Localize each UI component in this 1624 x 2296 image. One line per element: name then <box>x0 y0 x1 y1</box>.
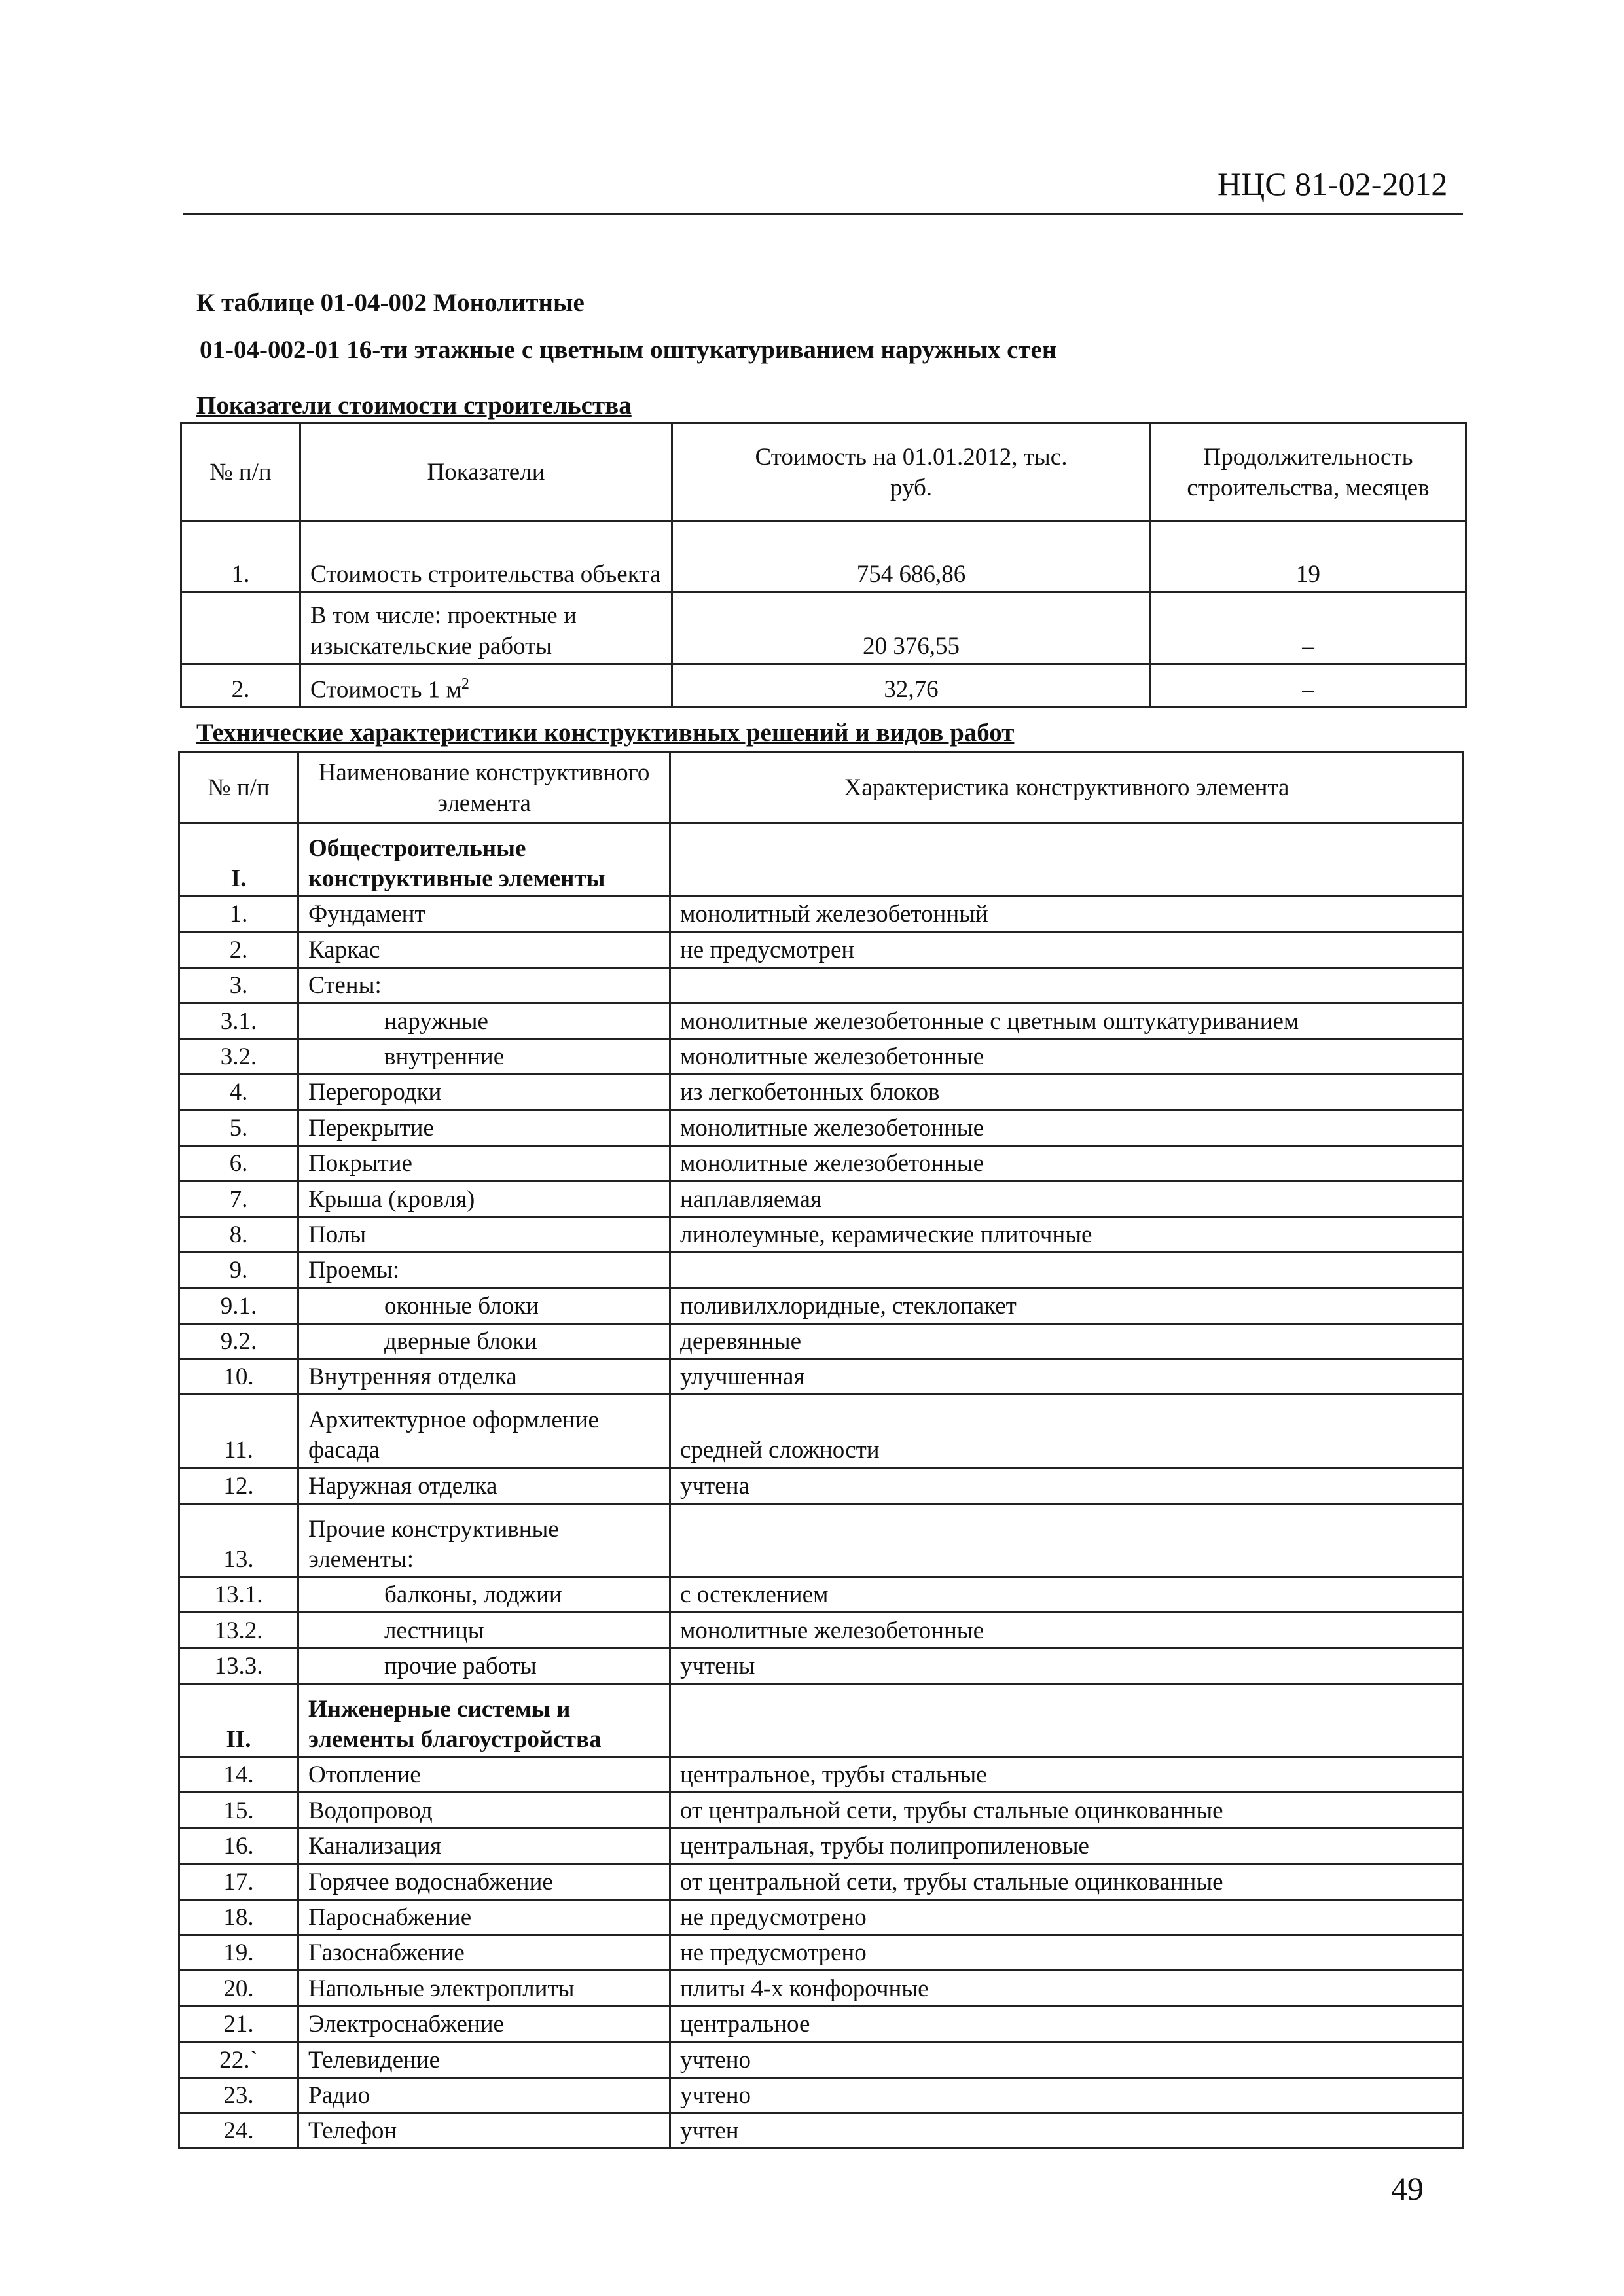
table-row <box>179 1110 1464 1145</box>
cost-row-indicator-text: Стоимость 1 м <box>310 676 461 703</box>
col-header-num: № п/п <box>179 753 298 823</box>
table-row <box>179 1074 1464 1109</box>
row-characteristic: учтено <box>670 2077 1464 2113</box>
row-characteristic: линолеумные, керамические плиточные <box>670 1217 1464 1252</box>
row-num: 9.2. <box>179 1323 298 1359</box>
row-characteristic <box>670 1503 1464 1577</box>
row-element-name: оконные блоки <box>298 1288 670 1323</box>
col-header-characteristic: Характеристика конструктивного элемента <box>670 753 1464 823</box>
row-characteristic: центральное, трубы стальные <box>670 1757 1464 1793</box>
row-characteristic: монолитные железобетонные <box>670 1110 1464 1145</box>
table-row <box>179 1648 1464 1683</box>
table-row <box>179 967 1464 1003</box>
row-num: 2. <box>179 932 298 967</box>
row-num: I. <box>179 823 298 897</box>
col-header-num: № п/п <box>181 423 300 522</box>
table-row <box>179 1899 1464 1935</box>
row-element-name: Электроснабжение <box>298 2006 670 2041</box>
row-num: 11. <box>179 1395 298 1468</box>
table-row <box>179 1039 1464 1074</box>
row-num: 13.3. <box>179 1648 298 1683</box>
row-element-name: Напольные электроплиты <box>298 1971 670 2006</box>
section-row <box>179 823 1464 897</box>
row-characteristic: от центральной сети, трубы стальные оцинкованные <box>670 1793 1464 1828</box>
row-characteristic: не предусмотрено <box>670 1935 1464 1970</box>
tech-table-caption: Технические характеристики конструктивных решений и видов работ <box>196 719 1015 747</box>
table-row <box>179 1468 1464 1503</box>
row-element-name: Общестроительные конструктивные элементы <box>298 823 670 897</box>
row-characteristic <box>670 1252 1464 1287</box>
cost-row <box>181 664 1466 708</box>
row-num: 23. <box>179 2077 298 2113</box>
cost-row-duration: – <box>1151 664 1466 708</box>
row-num: 14. <box>179 1757 298 1793</box>
row-num: 7. <box>179 1181 298 1217</box>
row-num: 13.1. <box>179 1577 298 1612</box>
table-row <box>179 1613 1464 1648</box>
row-num: 22.` <box>179 2042 298 2077</box>
table-row <box>179 1793 1464 1828</box>
table-row <box>179 1503 1464 1577</box>
cost-row-indicator <box>300 664 672 708</box>
row-characteristic: центральная, трубы полипропиленовые <box>670 1828 1464 1863</box>
row-characteristic: учтено <box>670 2042 1464 2077</box>
row-num: 4. <box>179 1074 298 1109</box>
technical-characteristics-table <box>178 751 1464 2149</box>
row-element-name: Покрытие <box>298 1145 670 1181</box>
table-row <box>179 1288 1464 1323</box>
row-element-name: Архитектурное оформление фасада <box>298 1395 670 1468</box>
row-element-name: Водопровод <box>298 1793 670 1828</box>
row-characteristic: плиты 4-х конфорочные <box>670 1971 1464 2006</box>
table-row <box>179 1971 1464 2006</box>
row-element-name: лестницы <box>298 1613 670 1648</box>
cost-row-duration: – <box>1151 592 1466 664</box>
row-num: 21. <box>179 2006 298 2041</box>
cost-row-cost: 754 686,86 <box>672 522 1151 592</box>
table-row <box>179 932 1464 967</box>
row-element-name: балконы, лоджии <box>298 1577 670 1612</box>
row-characteristic: учтена <box>670 1468 1464 1503</box>
row-num: 24. <box>179 2113 298 2148</box>
row-element-name: Крыша (кровля) <box>298 1181 670 1217</box>
table-row <box>179 1828 1464 1863</box>
row-element-name: Перекрытие <box>298 1110 670 1145</box>
table-row <box>179 897 1464 932</box>
table-row <box>179 2113 1464 2148</box>
col-header-cost: Стоимость на 01.01.2012, тыс. руб. <box>672 423 1151 522</box>
tech-table-header-row <box>179 753 1464 823</box>
table-row <box>179 1935 1464 1970</box>
cost-row-num <box>181 592 300 664</box>
row-characteristic: монолитные железобетонные с цветным оштукатуриванием <box>670 1003 1464 1039</box>
row-characteristic <box>670 967 1464 1003</box>
table-row <box>179 1252 1464 1287</box>
row-characteristic: центральное <box>670 2006 1464 2041</box>
row-characteristic: наплавляемая <box>670 1181 1464 1217</box>
row-characteristic: монолитные железобетонные <box>670 1613 1464 1648</box>
row-element-name: Фундамент <box>298 897 670 932</box>
row-element-name: Телефон <box>298 2113 670 2148</box>
row-element-name: Внутренняя отделка <box>298 1359 670 1395</box>
row-element-name: Наружная отделка <box>298 1468 670 1503</box>
row-characteristic <box>670 1684 1464 1757</box>
row-num: 19. <box>179 1935 298 1970</box>
row-characteristic: монолитные железобетонные <box>670 1145 1464 1181</box>
row-num: 9. <box>179 1252 298 1287</box>
row-num: 10. <box>179 1359 298 1395</box>
cost-row <box>181 522 1466 592</box>
row-characteristic: учтены <box>670 1648 1464 1683</box>
row-element-name: Прочие конструктивные элементы: <box>298 1503 670 1577</box>
row-num: 9.1. <box>179 1288 298 1323</box>
table-row <box>179 1145 1464 1181</box>
row-num: 12. <box>179 1468 298 1503</box>
row-element-name: Перегородки <box>298 1074 670 1109</box>
cost-row-cost: 20 376,55 <box>672 592 1151 664</box>
cost-row-num: 1. <box>181 522 300 592</box>
row-characteristic: поливилхлоридные, стеклопакет <box>670 1288 1464 1323</box>
header-rule <box>183 213 1463 215</box>
unit-superscript: 2 <box>461 675 469 692</box>
cost-row-num: 2. <box>181 664 300 708</box>
cost-row-cost: 32,76 <box>672 664 1151 708</box>
cost-row <box>181 592 1466 664</box>
col-header-duration: Продолжительность строительства, месяцев <box>1151 423 1466 522</box>
row-characteristic: монолитные железобетонные <box>670 1039 1464 1074</box>
row-characteristic: средней сложности <box>670 1395 1464 1468</box>
table-row <box>179 1757 1464 1793</box>
row-element-name: Проемы: <box>298 1252 670 1287</box>
cost-row-indicator: В том числе: проектные и изыскательские работы <box>300 592 672 664</box>
row-element-name: Радио <box>298 2077 670 2113</box>
row-element-name: Газоснабжение <box>298 1935 670 1970</box>
table-reference-title: К таблице 01-04-002 Монолитные <box>196 289 585 317</box>
row-num: II. <box>179 1684 298 1757</box>
item-title: 01-04-002-01 16-ти этажные с цветным оштукатуриванием наружных стен <box>200 336 1057 364</box>
row-element-name: внутренние <box>298 1039 670 1074</box>
row-characteristic: не предусмотрен <box>670 932 1464 967</box>
cost-row-duration: 19 <box>1151 522 1466 592</box>
row-characteristic: деревянные <box>670 1323 1464 1359</box>
row-element-name: наружные <box>298 1003 670 1039</box>
row-characteristic: из легкобетонных блоков <box>670 1074 1464 1109</box>
row-characteristic: не предусмотрено <box>670 1899 1464 1935</box>
row-num: 20. <box>179 1971 298 2006</box>
table-row <box>179 2042 1464 2077</box>
table-row <box>179 1395 1464 1468</box>
section-row <box>179 1684 1464 1757</box>
row-element-name: Пароснабжение <box>298 1899 670 1935</box>
row-element-name: Стены: <box>298 967 670 1003</box>
table-row <box>179 2077 1464 2113</box>
page-number: 49 <box>1391 2170 1424 2207</box>
table-row <box>179 2006 1464 2041</box>
row-num: 6. <box>179 1145 298 1181</box>
cost-indicators-table <box>180 422 1467 708</box>
row-element-name: Отопление <box>298 1757 670 1793</box>
row-num: 3. <box>179 967 298 1003</box>
row-element-name: Полы <box>298 1217 670 1252</box>
row-num: 18. <box>179 1899 298 1935</box>
row-num: 13. <box>179 1503 298 1577</box>
cost-table-caption: Показатели стоимости строительства <box>196 391 632 420</box>
row-num: 16. <box>179 1828 298 1863</box>
row-num: 13.2. <box>179 1613 298 1648</box>
tech-table-body <box>179 823 1464 2149</box>
cost-row-indicator: Стоимость строительства объекта <box>300 522 672 592</box>
row-num: 15. <box>179 1793 298 1828</box>
row-element-name: Горячее водоснабжение <box>298 1864 670 1899</box>
table-row <box>179 1864 1464 1899</box>
row-characteristic: улучшенная <box>670 1359 1464 1395</box>
row-element-name: дверные блоки <box>298 1323 670 1359</box>
row-characteristic: с остеклением <box>670 1577 1464 1612</box>
table-row <box>179 1181 1464 1217</box>
table-row <box>179 1003 1464 1039</box>
table-row <box>179 1577 1464 1612</box>
table-row <box>179 1323 1464 1359</box>
table-row <box>179 1359 1464 1395</box>
cost-table-header-row <box>181 423 1466 522</box>
row-num: 5. <box>179 1110 298 1145</box>
row-num: 3.2. <box>179 1039 298 1074</box>
col-header-indicator: Показатели <box>300 423 672 522</box>
col-header-element: Наименование конструктивного элемента <box>298 753 670 823</box>
row-num: 3.1. <box>179 1003 298 1039</box>
row-element-name: Каркас <box>298 932 670 967</box>
row-characteristic: от центральной сети, трубы стальные оцинкованные <box>670 1864 1464 1899</box>
row-element-name: прочие работы <box>298 1648 670 1683</box>
row-element-name: Телевидение <box>298 2042 670 2077</box>
document-code: НЦС 81-02-2012 <box>1218 166 1448 202</box>
row-element-name: Канализация <box>298 1828 670 1863</box>
row-characteristic: учтен <box>670 2113 1464 2148</box>
row-num: 17. <box>179 1864 298 1899</box>
row-characteristic: монолитный железобетонный <box>670 897 1464 932</box>
row-num: 1. <box>179 897 298 932</box>
row-element-name: Инженерные системы и элементы благоустройства <box>298 1684 670 1757</box>
table-row <box>179 1217 1464 1252</box>
row-num: 8. <box>179 1217 298 1252</box>
row-characteristic <box>670 823 1464 897</box>
